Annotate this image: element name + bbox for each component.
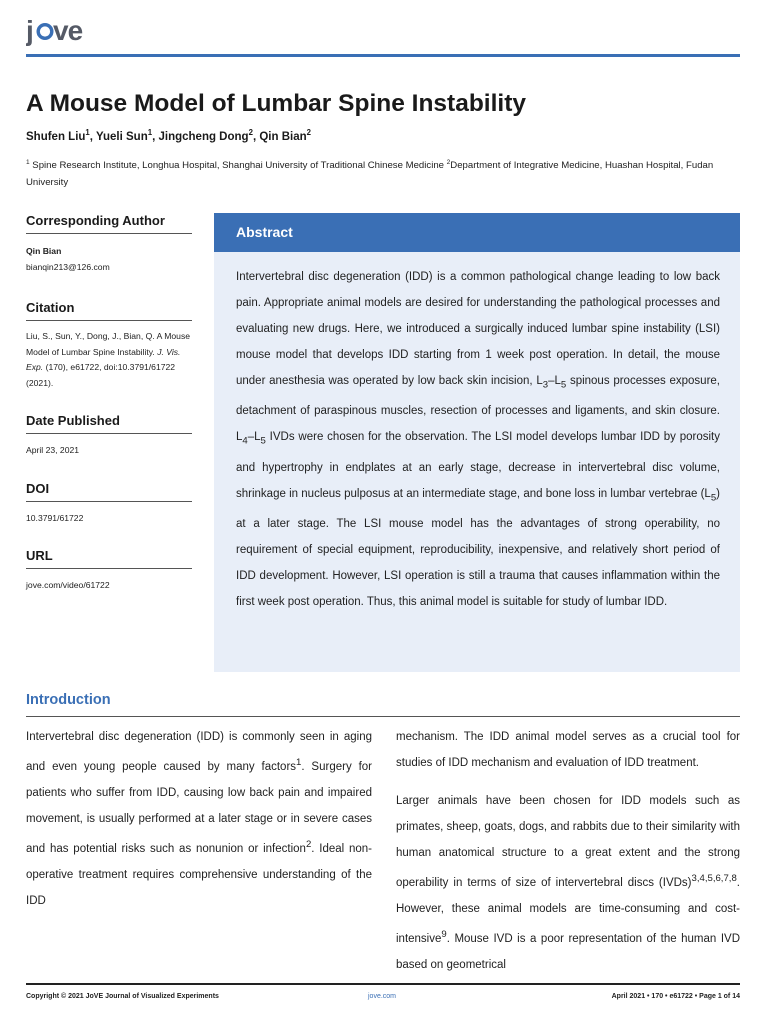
affiliations — [26, 157, 742, 191]
author-affil-ref: 1 — [147, 128, 153, 138]
introduction-rule — [26, 716, 740, 717]
citation-part: (170), e61722, doi:10.3791/61722 (2021). — [26, 362, 176, 388]
jove-logo-mark — [26, 17, 90, 49]
svg-text:j: j — [26, 17, 33, 46]
sidebar-heading: Corresponding Author — [26, 213, 192, 234]
text-run: Larger animals have been chosen for IDD models such as primates, sheep, goats, dogs, and rabbits due to their similarity with human anatomical structure to a great extent and the strong operability in terms of size of intervertebral discs (IVDs) — [396, 795, 740, 889]
author-name[interactable]: Qin Bian — [259, 131, 307, 143]
article-title: A Mouse Model of Lumbar Spine Instability — [26, 90, 527, 117]
abstract-subscript: 5 — [260, 435, 266, 447]
citation-ref[interactable]: 3,4,5,6,7,8 — [691, 873, 737, 884]
text-run: Intervertebral disc degeneration (IDD) is commonly seen in aging and even young people caused by many factors — [26, 731, 372, 773]
url-section — [26, 548, 192, 594]
text-run: . Surgery for patients who suffer from IDD, causing low back pain and impaired movement, is usually performed at a later stage or in severe cases and has potential risks such as nonunion or infection — [26, 760, 373, 855]
header-rule — [26, 54, 740, 57]
sidebar-heading: Citation — [26, 300, 192, 321]
footer-rule — [26, 983, 740, 985]
url-value[interactable]: jove.com/video/61722 — [26, 580, 110, 590]
sidebar-heading: Date Published — [26, 413, 192, 434]
abstract-subscript: 3 — [542, 379, 549, 391]
abstract-part: ) at a later stage. The LSI mouse model has the advantages of strong operability, no requirement of special equipment, reproducibility, inexpensive, and relatively short period of IDD development. However, LSI operation is still a trauma that causes inflammation within the first week post operation. Thus, this animal model is suitable for study of lumbar IDD. — [236, 487, 720, 608]
text-run: . Ideal non-operative treatment requires comprehensive understanding of the IDD — [26, 842, 372, 907]
text-run: . Mouse IVD is a poor representation of the human IVD based on geometrical — [396, 932, 740, 971]
jove-logo[interactable] — [26, 17, 90, 49]
abstract-subscript: 5 — [560, 379, 567, 391]
corresponding-name: Qin Bian — [26, 246, 62, 256]
affiliation-text: Spine Research Institute, Longhua Hospital, Shanghai University of Traditional Chinese Medicine — [32, 160, 444, 171]
author-affil-ref: 1 — [85, 128, 90, 138]
author-name[interactable]: Jingcheng Dong — [158, 131, 249, 143]
abstract-part: spinous processes exposure, detachment of paraspinous muscles, resection of processes and ligaments, and skin closure. L — [236, 375, 720, 444]
affiliation-text: Department of Integrative Medicine, Huashan Hospital, Fudan University — [26, 160, 714, 188]
paragraph — [396, 788, 740, 978]
abstract-part: IVDs were chosen for the observation. The LSI model develops lumbar IDD by porosity and hypertrophy in endplates at an early stage, decrease in intervertebral disc volume, shrinkage in nucleus pulposus at an intermediate stage, and bone loss in lumbar vertebrae (L — [236, 431, 720, 500]
footer-site-link[interactable]: jove.com — [368, 993, 397, 1000]
sidebar-heading: URL — [26, 548, 192, 569]
abstract-subscript: 4 — [242, 435, 248, 447]
svg-text:ve: ve — [53, 17, 83, 46]
abstract-text — [236, 264, 720, 615]
citation-journal: J. Vis. Exp. — [26, 346, 181, 372]
citation-ref[interactable]: 2 — [305, 838, 312, 850]
citation-section — [26, 300, 192, 391]
author-affil-ref: 2 — [306, 128, 311, 138]
author-affil-ref: 2 — [248, 128, 253, 138]
affil-number: 2 — [446, 158, 451, 166]
author-name[interactable]: Shufen Liu — [26, 131, 86, 143]
abstract-subscript: 5 — [710, 491, 717, 503]
abstract-heading: Abstract — [214, 213, 740, 252]
affil-number: 1 — [26, 158, 30, 166]
article-sidebar — [26, 213, 192, 594]
corresponding-author-section — [26, 213, 192, 275]
footer-page-info: April 2021 • 170 • e61722 • Page 1 of 14 — [611, 993, 740, 1000]
citation-ref[interactable]: 1 — [296, 757, 302, 768]
introduction-right-column — [396, 724, 740, 978]
text-run: . However, these animal models are time-consuming and cost-intensive — [396, 876, 740, 945]
citation-text — [26, 329, 192, 391]
abstract-box — [214, 213, 740, 672]
citation-part: Liu, S., Sun, Y., Dong, J., Bian, Q. A Mouse Model of Lumbar Spine Instability. — [26, 331, 191, 357]
footer-copyright: Copyright © 2021 JoVE Journal of Visualized Experiments — [26, 993, 219, 1000]
corresponding-email[interactable]: bianqin213@126.com — [26, 262, 110, 272]
introduction-heading: Introduction — [26, 692, 111, 708]
citation-ref[interactable]: 9 — [441, 928, 447, 940]
date-published-section — [26, 413, 192, 459]
introduction-left-column — [26, 724, 372, 914]
date-published-value: April 23, 2021 — [26, 445, 80, 455]
logo-text — [26, 49, 27, 50]
abstract-part: –L — [548, 375, 561, 387]
sidebar-heading: DOI — [26, 481, 192, 502]
abstract-part: –L — [247, 431, 261, 444]
author-list: Shufen Liu$^1$, Yueli Sun$^1$, Jingcheng Dong$^2$, Qin Bian$^2$ — [26, 128, 311, 143]
doi-value[interactable]: 10.3791/61722 — [26, 512, 84, 523]
paragraph — [26, 724, 372, 914]
author-name[interactable]: Yueli Sun — [95, 131, 148, 143]
paragraph: mechanism. The IDD animal model serves as a crucial tool for studies of IDD mechanism and evaluation of IDD treatment. — [396, 731, 740, 769]
doi-section — [26, 481, 192, 527]
abstract-part: Intervertebral disc degeneration (IDD) is a common pathological change leading to low back pain. Appropriate animal models are desired for understanding the pathological processes and evaluating new drugs. Here, we introduced a surgically induced lumbar spine instability (LSI) mouse model that develops IDD starting from 1 week post operation. In detail, the mouse under anesthesia was operated by low back skin incision, L — [236, 271, 720, 387]
